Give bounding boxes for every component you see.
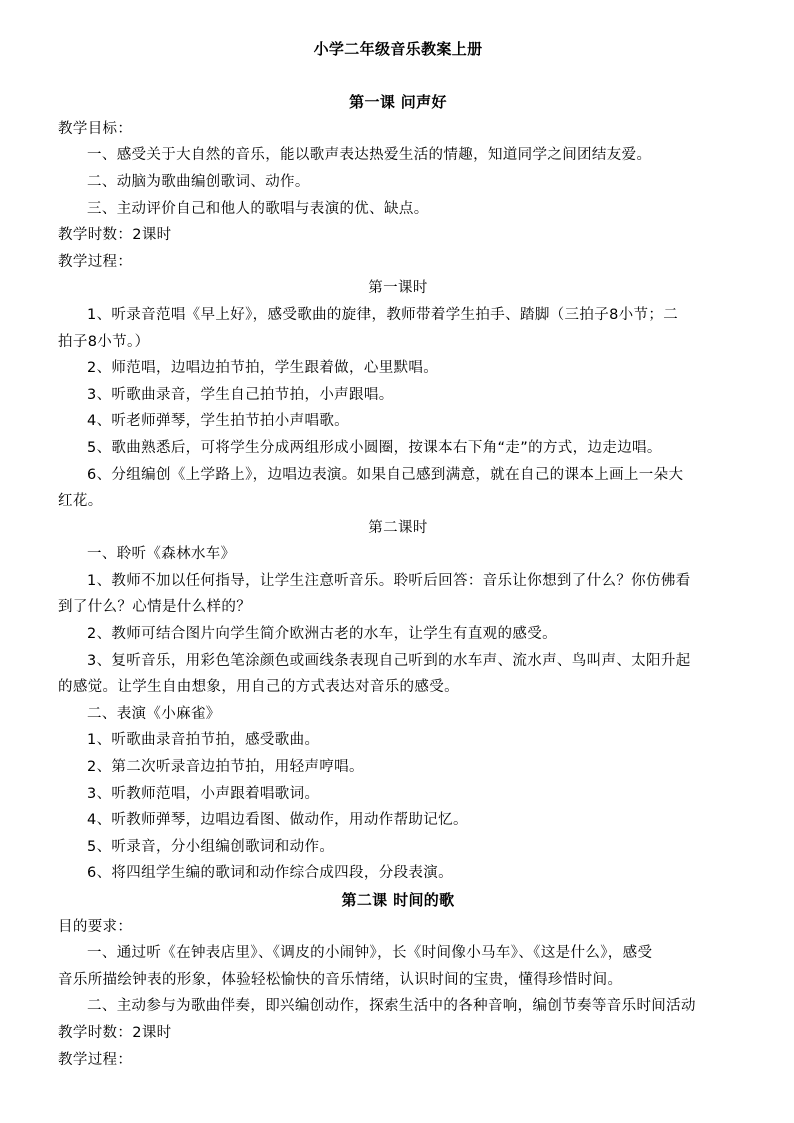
document-title: 小学二年级音乐教案上册 — [313, 40, 483, 58]
period2-part1-step: 1、教师不加以任何指导，让学生注意听音乐。聆听后回答：音乐让你想到了什么？你仿佛看 — [87, 572, 691, 589]
lesson2-goal-continuation: 音乐所描绘钟表的形象，体验轻松愉快的音乐情绪，认识时间的宝贵，懂得珍惜时间。 — [58, 971, 623, 988]
lesson2-goals-label: 目的要求： — [58, 918, 133, 935]
period2-part2-step: 4、听教师弹琴，边唱边看图、做动作，用动作帮助记忆。 — [87, 812, 468, 829]
period2-part1-step-continuation: 的感觉。让学生自由想象，用自己的方式表达对音乐的感受。 — [58, 679, 459, 696]
period2-part1-step-continuation: 到了什么？心情是什么样的？ — [58, 599, 252, 616]
lesson2-goal: 一、通过听《在钟表店里》、《调皮的小闹钟》，长《时间像小马车》、《这是什么》，感受 — [87, 945, 653, 962]
lesson2-goal: 二、主动参与为歌曲伴奏，即兴编创动作，探索生活中的各种音响，编创节奏等音乐时间活动 — [87, 998, 696, 1015]
period1-step: 3、听歌曲录音，学生自己拍节拍，小声跟唱。 — [87, 386, 394, 403]
lesson2-hours: 教学时数：2课时 — [58, 1024, 172, 1041]
lesson2-process-label: 教学过程： — [58, 1051, 133, 1068]
period1-step-continuation: 拍子8小节。） — [58, 333, 150, 350]
period1-step-continuation: 红花。 — [58, 493, 103, 510]
lesson1-hours: 教学时数：2课时 — [58, 227, 172, 244]
period2-part1-step: 2、教师可结合图片向学生简介欧洲古老的水车，让学生有直观的感受。 — [87, 626, 557, 643]
lesson1-heading: 第一课 问声好 — [349, 93, 447, 112]
period1-step: 1、听录音范唱《早上好》，感受歌曲的旋律，教师带着学生拍手、踏脚（三拍子8小节；二 — [87, 306, 679, 323]
spacer — [58, 63, 738, 90]
lesson1-goals-label: 教学目标： — [58, 120, 133, 137]
period2-part2-step: 1、听歌曲录音拍节拍，感受歌曲。 — [87, 732, 320, 749]
period2-part1-title: 一、聆听《森林水车》 — [87, 546, 236, 563]
period2-part2-step: 2、第二次听录音边拍节拍，用轻声哼唱。 — [87, 759, 364, 776]
document-page — [58, 36, 738, 1073]
period1-step: 4、听老师弹琴，学生拍节拍小声唱歌。 — [87, 413, 350, 430]
period2-heading: 第二课时 — [368, 519, 428, 536]
lesson2-heading: 第二课 时间的歌 — [341, 891, 455, 909]
period2-part2-step: 5、听录音，分小组编创歌词和动作。 — [87, 838, 335, 855]
period1-heading: 第一课时 — [368, 280, 428, 297]
period2-part1-step: 3、复听音乐，用彩色笔涂颜色或画线条表现自己听到的水车声、流水声、鸟叫声、太阳升起 — [87, 652, 691, 669]
lesson1-goal: 三、主动评价自己和他人的歌唱与表演的优、缺点。 — [87, 200, 429, 217]
lesson1-goal: 二、动脑为歌曲编创歌词、动作。 — [87, 173, 310, 190]
period1-step: 5、歌曲熟悉后，可将学生分成两组形成小圆圈，按课本右下角“走”的方式，边走边唱。 — [87, 439, 662, 456]
lesson1-goal: 一、感受关于大自然的音乐，能以歌声表达热爱生活的情趣，知道同学之间团结友爱。 — [87, 147, 652, 164]
period1-step: 2、师范唱，边唱边拍节拍，学生跟着做，心里默唱。 — [87, 360, 439, 377]
period2-part2-step: 6、将四组学生编的歌词和动作综合成四段，分段表演。 — [87, 865, 453, 882]
period2-part2-step: 3、听教师范唱，小声跟着唱歌词。 — [87, 785, 320, 802]
lesson1-process-label: 教学过程： — [58, 253, 133, 270]
period1-step: 6、分组编创《上学路上》，边唱边表演。如果自己感到满意，就在自己的课本上画上一朵大 — [87, 466, 684, 483]
period2-part2-title: 二、表演《小麻雀》 — [87, 705, 221, 722]
